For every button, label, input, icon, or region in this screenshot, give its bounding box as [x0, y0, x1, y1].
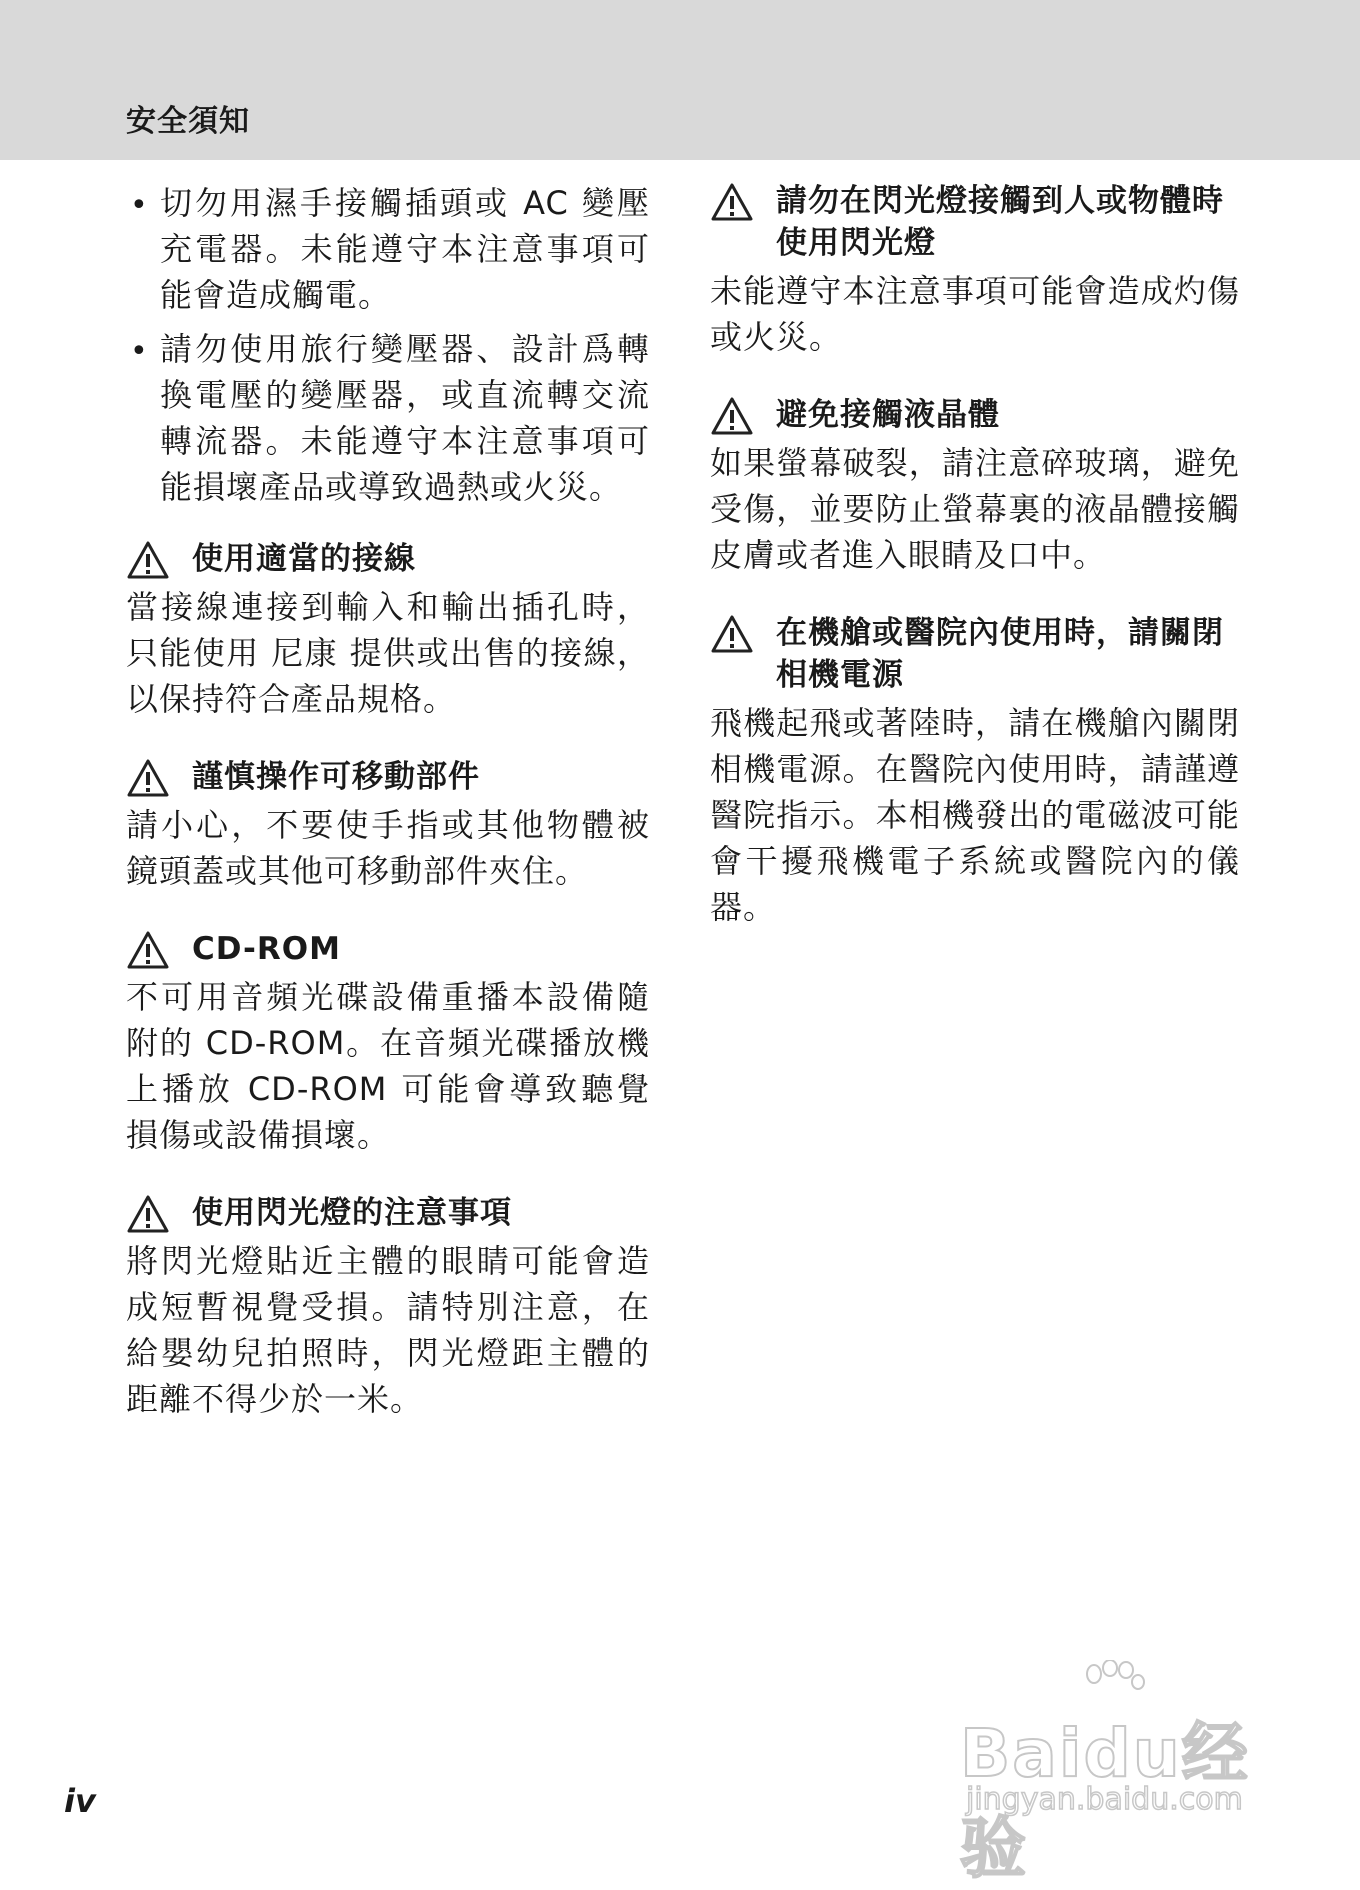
section-heading	[126, 538, 650, 580]
page-title: 安全須知	[126, 104, 250, 139]
section-heading	[710, 394, 1240, 436]
section-heading	[710, 612, 1240, 696]
warning-triangle-icon	[126, 930, 170, 970]
warning-triangle-icon	[710, 396, 754, 436]
bullet-dot-icon: •	[130, 188, 148, 223]
warning-triangle-icon	[710, 182, 754, 222]
right-column	[710, 180, 1240, 964]
section-heading	[126, 756, 650, 798]
section-body: 當接線連接到輸入和輸出插孔時，只能使用 尼康 提供或出售的接線，以保持符合產品規格。	[126, 588, 650, 718]
section-heading	[126, 928, 650, 970]
section-title: 避免接觸液晶體	[776, 397, 1000, 433]
section-body: 飛機起飛或著陸時，請在機艙內關閉相機電源。在醫院內使用時，請謹遵醫院指示。本相機發出的電磁波可能會干擾飛機電子系統或醫院內的儀器。	[710, 704, 1240, 926]
safety-section	[710, 612, 1240, 930]
watermark-url: jingyan.baidu.com	[966, 1782, 1243, 1817]
warning-triangle-icon	[126, 1194, 170, 1234]
left-column	[126, 180, 650, 1456]
safety-section	[710, 180, 1240, 360]
section-title: CD-ROM	[192, 931, 341, 967]
section-heading	[126, 1192, 650, 1234]
warning-triangle-icon	[126, 540, 170, 580]
bullet-text: 請勿使用旅行變壓器、設計爲轉換電壓的變壓器，或直流轉交流轉流器。未能遵守本注意事項可能損壞產品或導致過熱或火災。	[160, 330, 650, 506]
section-body: 請小心，不要使手指或其他物體被鏡頭蓋或其他可移動部件夾住。	[126, 806, 650, 890]
bullet-list	[126, 180, 650, 510]
page-number: iv	[64, 1782, 96, 1820]
safety-section	[126, 538, 650, 722]
section-body: 將閃光燈貼近主體的眼睛可能會造成短暫視覺受損。請特別注意，在給嬰幼兒拍照時，閃光燈距主體的距離不得少於一米。	[126, 1242, 650, 1418]
safety-section	[126, 756, 650, 894]
section-heading	[710, 180, 1240, 264]
page-header-band	[0, 0, 1360, 160]
safety-section	[126, 1192, 650, 1422]
section-title: 謹慎操作可移動部件	[192, 759, 480, 795]
watermark-brand: Baidu经验	[960, 1715, 1250, 1887]
bullet-dot-icon: •	[130, 334, 148, 369]
section-title: 使用閃光燈的注意事項	[192, 1195, 512, 1231]
safety-section	[126, 928, 650, 1158]
list-item	[126, 180, 650, 318]
warning-triangle-icon	[710, 614, 754, 654]
baidu-watermark	[960, 1660, 1290, 1887]
section-title: 在機艙或醫院內使用時，請關閉相機電源	[776, 615, 1224, 693]
section-title: 請勿在閃光燈接觸到人或物體時使用閃光燈	[776, 183, 1224, 261]
list-item	[126, 326, 650, 510]
safety-section	[710, 394, 1240, 578]
section-title: 使用適當的接線	[192, 541, 416, 577]
warning-triangle-icon	[126, 758, 170, 798]
section-body: 不可用音頻光碟設備重播本設備隨附的 CD-ROM。在音頻光碟播放機上播放 CD-ROM 可能會導致聽覺損傷或設備損壞。	[126, 978, 650, 1154]
section-body: 如果螢幕破裂，請注意碎玻璃，避免受傷，並要防止螢幕裏的液晶體接觸皮膚或者進入眼睛及口中。	[710, 444, 1240, 574]
section-body: 未能遵守本注意事項可能會造成灼傷或火災。	[710, 272, 1240, 356]
bullet-text: 切勿用濕手接觸插頭或 AC 變壓充電器。未能遵守本注意事項可能會造成觸電。	[160, 184, 650, 314]
